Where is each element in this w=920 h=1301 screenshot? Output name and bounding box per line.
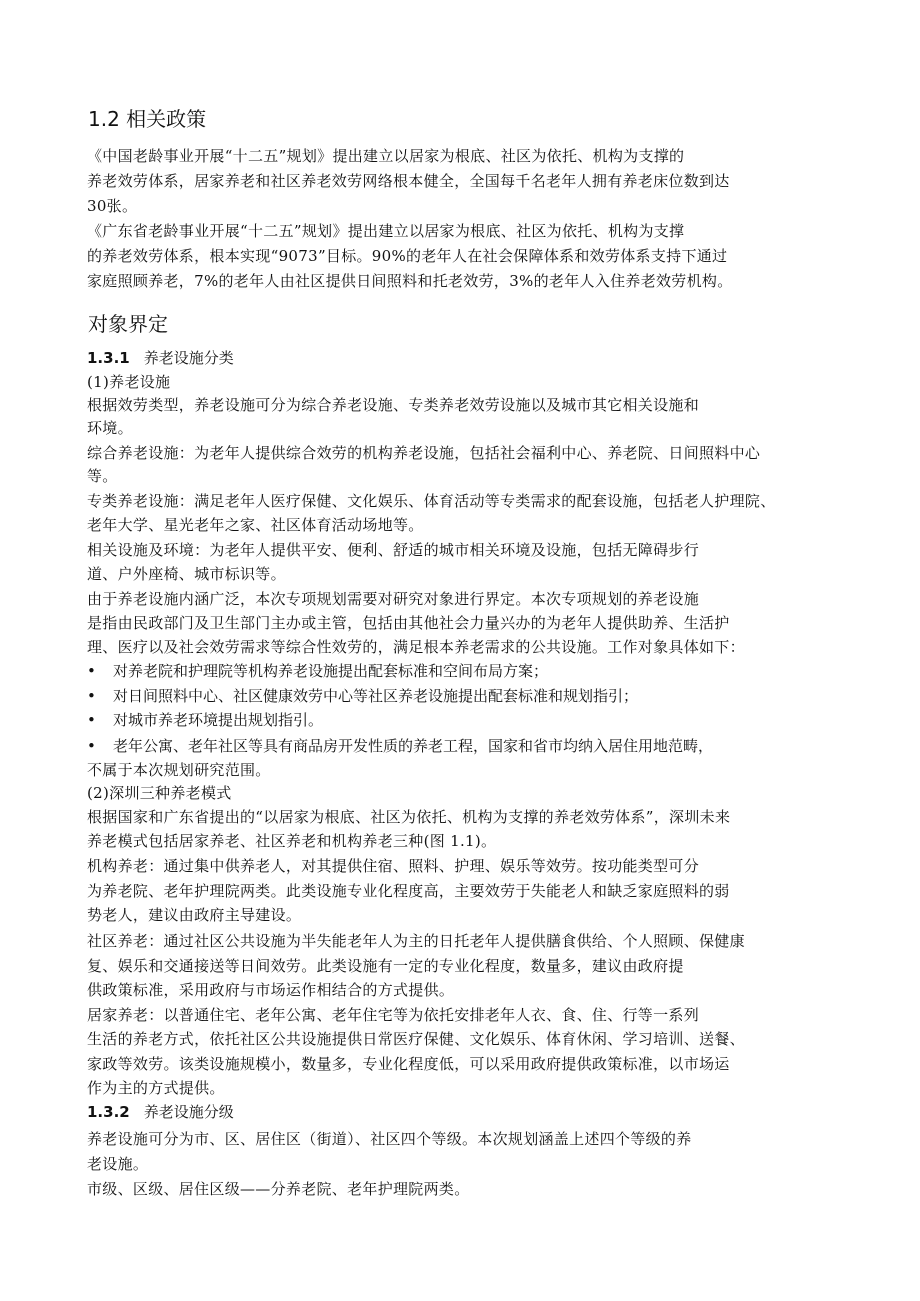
paragraph-line: 复、娱乐和交通接送等日间效劳。此类设施有一定的专业化程度，数量多，建议由政府提 [87, 957, 684, 975]
paragraph-line: 养老模式包括居家养老、社区养老和机构养老三种(图 1.1)。 [87, 832, 497, 850]
bullet-marker: • [87, 687, 96, 705]
paragraph-line: 为养老院、老年护理院两类。此类设施专业化程度高，主要效劳于失能老人和缺乏家庭照料的弱 [87, 882, 730, 900]
paragraph-line: 综合养老设施：为老年人提供综合效劳的机构养老设施，包括社会福利中心、养老院、日间照料中心 [87, 444, 761, 462]
list-item-text: 对养老院和护理院等机构养老设施提出配套标准和空间布局方案； [113, 662, 549, 680]
paragraph-line: 理、医疗以及社会效劳需求等综合性效劳的，满足根本养老需求的公共设施。工作对象具体如下： [87, 638, 745, 656]
paragraph-line: 市级、区级、居住区级——分养老院、老年护理院两类。 [87, 1180, 470, 1198]
paragraph-line: 家庭照顾养老，7%的老年人由社区提供日间照料和托老效劳，3%的老年人入住养老效劳机构。 [87, 272, 733, 290]
paragraph-line: 养老效劳体系，居家养老和社区养老效劳网络根本健全，全国每千名老年人拥有养老床位数到达 [87, 172, 730, 190]
list-item [87, 660, 548, 682]
section-heading-object-definition: 对象界定 [88, 312, 168, 336]
list-item [87, 735, 713, 757]
paragraph-line: 等。 [87, 467, 118, 485]
bullet-marker: • [87, 711, 96, 729]
list-item [87, 685, 638, 707]
subsection-number: 1.3.1 [87, 349, 130, 367]
paragraph-line: 居家养老：以普通住宅、老年公寓、老年住宅等为依托安排老年人衣、食、住、行等一系列 [87, 1006, 700, 1024]
paragraph-line: 由于养老设施内涵广泛，本次专项规划需要对研究对象进行界定。本次专项规划的养老设施 [87, 590, 700, 608]
paragraph-line: 机构养老：通过集中供养老人，对其提供住宿、照料、护理、娱乐等效劳。按功能类型可分 [87, 857, 700, 875]
paragraph-line: 社区养老：通过社区公共设施为半失能老年人为主的日托老年人提供膳食供给、个人照顾、保健康 [87, 932, 745, 950]
paragraph-line: 专类养老设施：满足老年人医疗保健、文化娱乐、体育活动等专类需求的配套设施，包括老人护理院、 [87, 492, 776, 510]
paragraph-line: 的养老效劳体系，根本实现“9073”目标。90%的老年人在社会保障体系和效劳体系支持下通过 [87, 247, 728, 265]
paragraph-line: 《中国老龄事业开展“十二五”规划》提出建立以居家为根底、社区为依托、机构为支撑的 [87, 147, 685, 165]
paragraph-line: (2)深圳三种养老模式 [87, 784, 232, 802]
paragraph-line: (1)养老设施 [87, 373, 171, 391]
subsection-heading-1-3-2 [87, 1101, 234, 1123]
paragraph-line: 不属于本次规划研究范围。 [87, 761, 271, 779]
bullet-marker: • [87, 737, 96, 755]
subsection-number: 1.3.2 [87, 1103, 130, 1121]
paragraph-line: 根据效劳类型，养老设施可分为综合养老设施、专类养老效劳设施以及城市其它相关设施和 [87, 396, 700, 414]
paragraph-line: 生活的养老方式，依托社区公共设施提供日常医疗保健、文化娱乐、体育休闲、学习培训、送餐、 [87, 1030, 745, 1048]
subsection-title: 养老设施分类 [143, 349, 234, 367]
paragraph-line: 老年大学、星光老年之家、社区体育活动场地等。 [87, 516, 424, 534]
paragraph-line: 相关设施及环境：为老年人提供平安、便利、舒适的城市相关环境及设施，包括无障碍步行 [87, 541, 700, 559]
paragraph-line: 是指由民政部门及卫生部门主办或主管，包括由其他社会力量兴办的为老年人提供助养、生活护 [87, 614, 730, 632]
paragraph-line: 养老设施可分为市、区、居住区（街道）、社区四个等级。本次规划涵盖上述四个等级的养 [87, 1130, 692, 1148]
paragraph-line: 道、户外座椅、城市标识等。 [87, 565, 286, 583]
bullet-marker: • [87, 662, 96, 680]
paragraph-line: 环境。 [87, 419, 133, 437]
paragraph-line: 供政策标准，采用政府与市场运作相结合的方式提供。 [87, 981, 455, 999]
list-item-text: 老年公寓、老年社区等具有商品房开发性质的养老工程，国家和省市均纳入居住用地范畴， [113, 737, 714, 755]
section-heading-1-2: 1.2 相关政策 [88, 107, 207, 131]
paragraph-line: 势老人，建议由政府主导建设。 [87, 906, 302, 924]
paragraph-line: 《广东省老龄事业开展“十二五”规划》提出建立以居家为根底、社区为依托、机构为支撑 [87, 222, 685, 240]
paragraph-line: 老设施。 [87, 1155, 149, 1173]
list-item-text: 对日间照料中心、社区健康效劳中心等社区养老设施提出配套标准和规划指引； [113, 687, 639, 705]
subsection-title: 养老设施分级 [143, 1103, 234, 1121]
paragraph-line: 根据国家和广东省提出的“以居家为根底、社区为依托、机构为支撑的养老效劳体系”，深圳未来 [87, 808, 731, 826]
list-item [87, 709, 323, 731]
paragraph-line: 30张。 [87, 197, 138, 215]
subsection-heading-1-3-1 [87, 347, 234, 369]
list-item-text: 对城市养老环境提出规划指引。 [113, 711, 324, 729]
paragraph-line: 作为主的方式提供。 [87, 1079, 225, 1097]
paragraph-line: 家政等效劳。该类设施规模小，数量多，专业化程度低，可以采用政府提供政策标准，以市场运 [87, 1055, 730, 1073]
